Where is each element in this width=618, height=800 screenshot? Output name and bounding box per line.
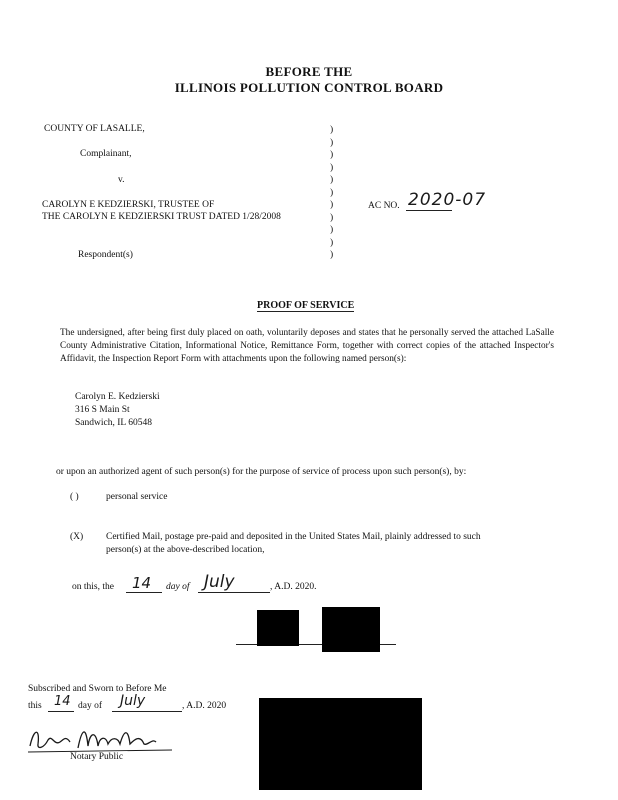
heading-board-name: ILLINOIS POLLUTION CONTROL BOARD xyxy=(174,80,444,95)
addressee-name: Carolyn E. Kedzierski xyxy=(75,392,160,402)
versus-label: v. xyxy=(118,175,125,185)
ac-number-handwritten: 2020-07 xyxy=(408,190,487,210)
redacted-signature-left xyxy=(257,610,299,646)
service-day-of: day of xyxy=(166,582,190,592)
service-day-handwritten: 14 xyxy=(132,574,152,592)
addressee-street: 316 S Main St xyxy=(75,405,130,415)
notary-day-underline xyxy=(48,711,74,712)
notary-month-underline xyxy=(112,711,182,712)
service-date-suffix: , A.D. 2020. xyxy=(270,582,317,592)
service-month-handwritten: July xyxy=(204,572,235,592)
certified-mail-checkbox: (X) xyxy=(70,532,84,542)
service-month-underline xyxy=(198,592,270,593)
redacted-signature-right xyxy=(322,607,380,652)
body-paragraph: The undersigned, after being first duly placed on oath, voluntarily deposes and states that he personally served the attached LaSalle County Administrative Citation, Informational Notice, Remittance Form, together with correct copies of the attached Inspector's Affidavit, the Inspection Report Form with attachments upon the following named person(s): xyxy=(60,328,554,364)
ac-number-label: AC NO. xyxy=(368,201,400,211)
notary-day-handwritten: 14 xyxy=(54,694,71,709)
county-name: COUNTY OF LASALLE, xyxy=(44,124,145,134)
caption-bracket: ) ) ) ) ) ) ) ) ) ) ) xyxy=(330,125,334,260)
notary-month-handwritten: July xyxy=(120,693,146,709)
notary-signature xyxy=(26,722,176,756)
heading-before-the: BEFORE THE xyxy=(265,64,353,79)
addressee-city: Sandwich, IL 60548 xyxy=(75,418,152,428)
certified-mail-line2: person(s) at the above-described location, xyxy=(106,545,265,555)
notary-this: this xyxy=(28,701,42,711)
respondent-label: Respondent(s) xyxy=(78,250,133,260)
authorized-agent-line: or upon an authorized agent of such person(s) for the purpose of service of process upon such person(s), by: xyxy=(56,467,467,477)
notary-year: , A.D. 2020 xyxy=(182,701,227,711)
complainant-label: Complainant, xyxy=(80,149,132,159)
proof-of-service-title: PROOF OF SERVICE xyxy=(257,300,355,311)
personal-service-label: personal service xyxy=(106,492,168,502)
certified-mail-line1: Certified Mail, postage pre-paid and deposited in the United States Mail, plainly addressed to such xyxy=(106,532,481,542)
personal-service-checkbox: ( ) xyxy=(70,492,79,502)
respondent-name-line2: THE CAROLYN E KEDZIERSKI TRUST DATED 1/28/2008 xyxy=(42,212,281,222)
subscribed-sworn-text: Subscribed and Sworn to Before Me xyxy=(28,684,167,694)
notary-day-of: day of xyxy=(78,701,103,711)
redacted-notary-seal xyxy=(259,698,422,790)
service-date-prefix: on this, the xyxy=(72,582,114,592)
respondent-name-line1: CAROLYN E KEDZIERSKI, TRUSTEE OF xyxy=(42,200,215,210)
service-day-underline xyxy=(126,592,162,593)
ac-number-underline xyxy=(406,210,452,211)
notary-public-label: Notary Public xyxy=(70,752,124,762)
